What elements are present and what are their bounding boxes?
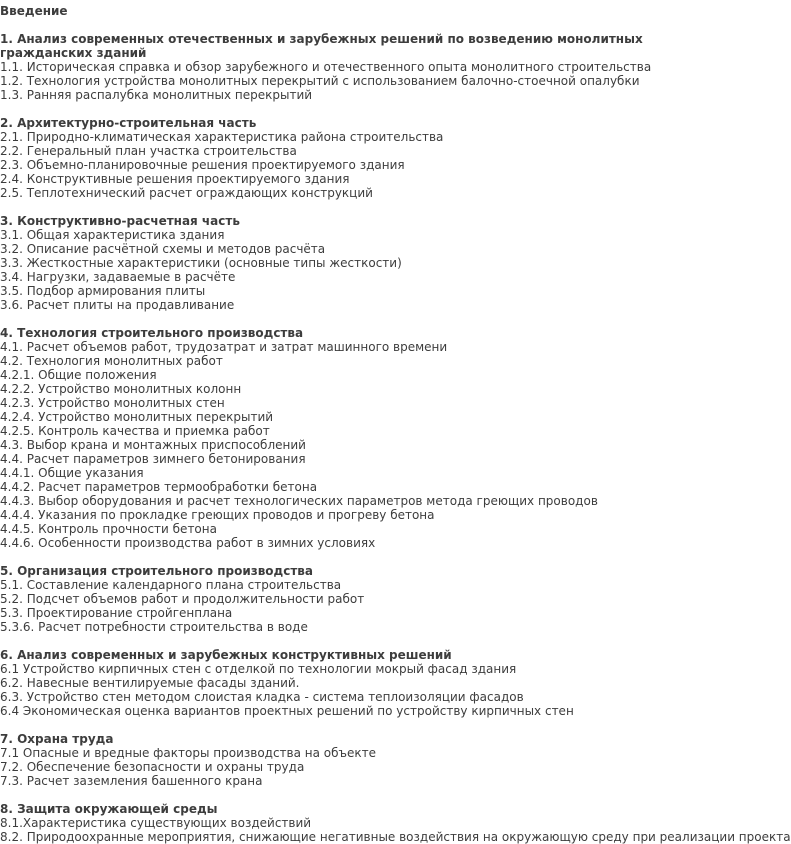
toc-item: 3.6. Расчет плиты на продавливание — [0, 298, 235, 312]
section-title: 1. Анализ современных отечественных и зарубежных решений по возведению монолитных гражданских зданий — [0, 32, 643, 60]
toc-item: 6.4 Экономическая оценка вариантов проектных решений по устройству кирпичных стен — [0, 704, 574, 718]
toc-item: 1.3. Ранняя распалубка монолитных перекрытий — [0, 88, 313, 102]
toc-item: 4.2.1. Общие положения — [0, 368, 157, 382]
toc-section — [0, 648, 700, 718]
toc-item: 4.4.1. Общие указания — [0, 466, 144, 480]
toc-item: 2.2. Генеральный план участка строительства — [0, 144, 297, 158]
section-title: 7. Охрана труда — [0, 732, 114, 746]
toc-item: 8.2. Природоохранные мероприятия, снижающие негативные воздействия на окружающую среду при реализации проекта — [0, 830, 791, 844]
toc-item: 3.5. Подбор армирования плиты — [0, 284, 206, 298]
toc-item: 7.2. Обеспечение безопасности и охраны труда — [0, 760, 305, 774]
toc-item: 6.2. Навесные вентилируемые фасады зданий. — [0, 676, 300, 690]
toc-section — [0, 802, 791, 844]
toc-item: 4.4.6. Особенности производства работ в зимних условиях — [0, 536, 376, 550]
toc-item: 4.1. Расчет объемов работ, трудозатрат и затрат машинного времени — [0, 340, 448, 354]
toc-section — [0, 564, 700, 634]
toc-item: 3.4. Нагрузки, задаваемые в расчёте — [0, 270, 236, 284]
toc-item: 5.3.6. Расчет потребности строительства в воде — [0, 620, 308, 634]
section-title: 4. Технология строительного производства — [0, 326, 304, 340]
section-title: 8. Защита окружающей среды — [0, 802, 218, 816]
intro-heading: Введение — [0, 4, 68, 18]
toc-section — [0, 732, 700, 788]
section-title: 3. Конструктивно-расчетная часть — [0, 214, 240, 228]
toc-item: 2.1. Природно-климатическая характеристика района строительства — [0, 130, 444, 144]
toc-item: 4.2.3. Устройство монолитных стен — [0, 396, 225, 410]
toc-item: 4.4.5. Контроль прочности бетона — [0, 522, 217, 536]
toc-item: 8.1.Характеристика существующих воздействий — [0, 816, 312, 830]
toc-sections — [0, 32, 791, 844]
toc-section — [0, 326, 700, 550]
toc-item: 4.4.3. Выбор оборудования и расчет технологических параметров метода греющих проводов — [0, 494, 598, 508]
toc-item: 6.1 Устройство кирпичных стен с отделкой по технологии мокрый фасад здания — [0, 662, 517, 676]
toc-item: 4.2. Технология монолитных работ — [0, 354, 223, 368]
toc-item: 3.3. Жесткостные характеристики (основные типы жесткости) — [0, 256, 402, 270]
toc-item: 4.3. Выбор крана и монтажных приспособлений — [0, 438, 306, 452]
toc-item: 2.4. Конструктивные решения проектируемого здания — [0, 172, 350, 186]
toc-item: 4.4.4. Указания по прокладке греющих проводов и прогреву бетона — [0, 508, 435, 522]
toc-item: 4.2.4. Устройство монолитных перекрытий — [0, 410, 274, 424]
toc-item: 4.2.2. Устройство монолитных колонн — [0, 382, 242, 396]
section-title: 2. Архитектурно-строительная часть — [0, 116, 257, 130]
toc-item: 5.2. Подсчет объемов работ и продолжительности работ — [0, 592, 365, 606]
table-of-contents — [0, 4, 791, 844]
toc-item: 4.4.2. Расчет параметров термообработки бетона — [0, 480, 318, 494]
toc-item: 7.1 Опасные и вредные факторы производства на объекте — [0, 746, 377, 760]
toc-section — [0, 116, 700, 200]
toc-item: 2.5. Теплотехнический расчет ограждающих конструкций — [0, 186, 373, 200]
section-title: 5. Организация строительного производства — [0, 564, 314, 578]
toc-item: 1.2. Технология устройства монолитных перекрытий с использованием балочно-стоечной опалубки — [0, 74, 640, 88]
toc-item: 4.4. Расчет параметров зимнего бетонирования — [0, 452, 306, 466]
section-title: 6. Анализ современных и зарубежных конструктивных решений — [0, 648, 452, 662]
toc-item: 2.3. Объемно-планировочные решения проектируемого здания — [0, 158, 405, 172]
toc-item: 6.3. Устройство стен методом слоистая кладка - система теплоизоляции фасадов — [0, 690, 524, 704]
toc-item: 5.3. Проектирование стройгенплана — [0, 606, 233, 620]
toc-section — [0, 214, 700, 312]
toc-item: 3.1. Общая характеристика здания — [0, 228, 225, 242]
toc-item: 7.3. Расчет заземления башенного крана — [0, 774, 263, 788]
toc-item: 3.2. Описание расчётной схемы и методов расчёта — [0, 242, 326, 256]
toc-item: 1.1. Историческая справка и обзор зарубежного и отечественного опыта монолитного строительства — [0, 60, 652, 74]
toc-section — [0, 32, 700, 102]
toc-item: 4.2.5. Контроль качества и приемка работ — [0, 424, 270, 438]
toc-item: 5.1. Составление календарного плана строительства — [0, 578, 342, 592]
